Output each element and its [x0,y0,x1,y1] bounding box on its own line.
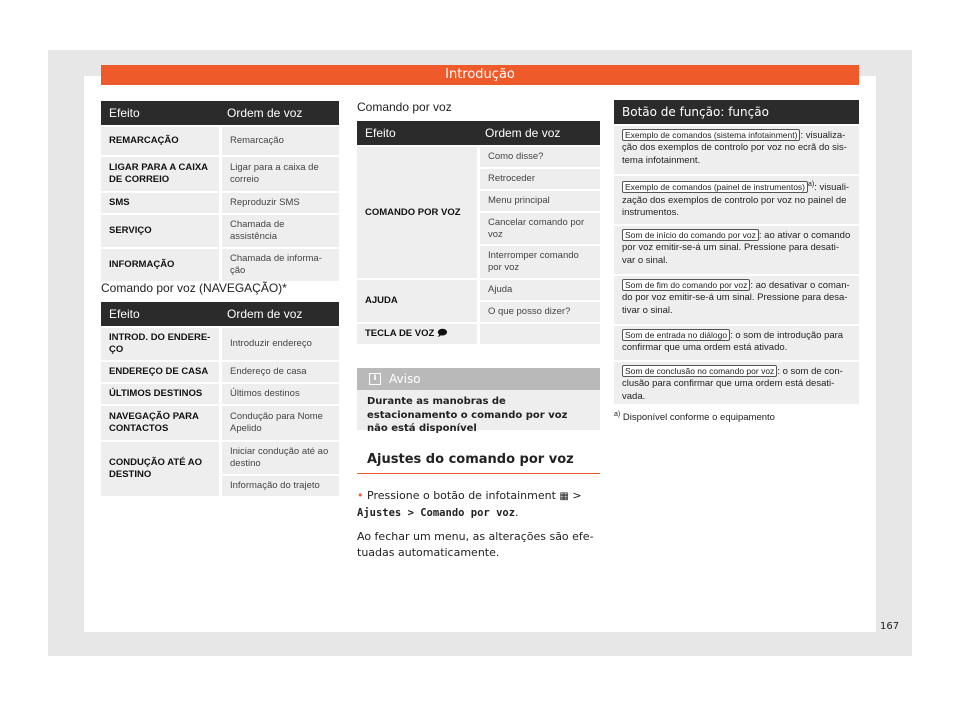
effect-cell: INTROD. DO ENDERE-ÇO [101,328,219,360]
col-command-header: Ordem de voz [219,302,339,326]
separator: > [568,489,582,502]
command-cell: Chamada de assistência [219,215,339,247]
command-cell: Como disse? [477,147,600,167]
table-row [101,249,339,281]
function-item [614,326,859,360]
table-row [101,406,339,440]
command-cell: O que posso dizer? [477,302,600,322]
table-row [101,442,339,474]
instruction-text: Pressione o botão de infotainment [367,489,556,502]
function-button-label: Exemplo de comandos (sistema infotainment) [622,129,800,141]
menu-key-icon: ▦ [559,491,569,502]
command-cell [477,324,600,344]
footnote-mark: a) [614,411,621,418]
command-cell: Últimos destinos [219,384,339,404]
function-button-label: Som de fim do comando por voz [622,279,750,291]
function-button-label: Exemplo de comandos (painel de instrumentos) [622,181,808,193]
function-item [614,276,859,324]
voice-key-icon: 🗩 [436,327,448,339]
table-row [101,215,339,247]
effect-cell: NAVEGAÇÃO PARA CONTACTOS [101,406,219,440]
command-cell: Condução para Nome Apelido [219,406,339,440]
command-cell: Ligar para a caixa de correio [219,157,339,191]
table-row [101,328,339,360]
effect-cell: SMS [101,193,219,213]
effect-cell: ENDEREÇO DE CASA [101,362,219,382]
function-table-header: Botão de função: função [614,100,859,124]
footnote-text: Disponível conforme o equipamento [622,412,775,424]
notice-header [357,368,600,390]
command-cell: Cancelar comando por voz [477,213,600,245]
page-number: 167 [880,621,900,632]
chapter-header: Introdução [101,65,859,85]
voice-commands-table-phone [101,99,339,283]
period: . [515,505,519,519]
function-item [614,226,859,274]
command-cell: Interromper comando por voz [477,246,600,278]
effect-cell [357,324,477,344]
voice-commands-table-navigation [101,300,339,498]
info-icon: i [369,373,381,385]
table-row [101,127,339,155]
function-description: : ao desativar o coman-do por voz emitir-se-á um sinal. Pressione para desa-tivar o sinal. [622,280,850,316]
section-title-navigation: Comando por voz (NAVEGAÇÃO)* [101,281,287,295]
table-row [101,362,339,382]
table-row [357,147,600,167]
command-cell: Informação do trajeto [219,476,339,496]
command-cell: Remarcação [219,127,339,155]
note-paragraph: Ao fechar um menu, as alterações são efe-tuadas automaticamente. [357,530,594,559]
command-cell: Reproduzir SMS [219,193,339,213]
table-header-row [101,101,339,125]
function-button-label: Som de início do comando por voz [622,229,759,241]
bullet-icon: • [357,489,364,502]
table-row [357,280,600,300]
table-row [101,193,339,213]
section-title-voice: Comando por voz [357,100,452,114]
notice-title: Aviso [389,372,421,386]
command-cell: Introduzir endereço [219,328,339,360]
effect-cell: REMARCAÇÃO [101,127,219,155]
table-row [357,324,600,344]
command-cell: Ajuda [477,280,600,300]
menu-path: Ajustes > Comando por voz [357,506,516,519]
col-command-header: Ordem de voz [219,101,339,125]
col-command-header: Ordem de voz [477,121,600,145]
table-row [101,157,339,191]
effect-cell: COMANDO POR VOZ [357,147,477,278]
effect-cell: SERVIÇO [101,215,219,247]
footnote-ref: a) [808,181,815,188]
function-button-label: Som de conclusão no comando por voz [622,365,777,377]
col-effect-header: Efeito [357,121,477,145]
command-cell: Retroceder [477,169,600,189]
function-item [614,176,859,224]
table-header-row [357,121,600,145]
effect-cell: AJUDA [357,280,477,322]
footnote [614,411,775,423]
table-header-row [101,302,339,326]
command-cell: Menu principal [477,191,600,211]
function-item [614,362,859,404]
effect-label: TECLA DE VOZ [365,327,435,339]
function-item [614,126,859,174]
section-heading: Ajustes do comando por voz [357,452,600,474]
command-cell: Chamada de informa-ção [219,249,339,281]
function-description: : ao ativar o comando por voz emitir-se-á um sinal. Pressione para desati-var o sinal. [622,230,851,266]
table-row [101,384,339,404]
col-effect-header: Efeito [101,302,219,326]
effect-cell: CONDUÇÃO ATÉ AO DESTINO [101,442,219,496]
function-description: : visualiza-ção dos exemplos de controlo por voz no ecrã do sis-tema infotainment. [622,130,847,166]
col-effect-header: Efeito [101,101,219,125]
function-description: : o som de con-clusão para confirmar que uma ordem está desati-vada. [622,366,843,402]
instruction-paragraph [357,488,600,521]
notice-body: Durante as manobras de estacionamento o comando por voz não está disponível [367,396,568,434]
effect-cell: ÚLTIMOS DESTINOS [101,384,219,404]
function-description: : o som de introdução para confirmar que uma ordem está ativado. [622,330,844,354]
command-cell: Iniciar condução até ao destino [219,442,339,474]
effect-cell: INFORMAÇÃO [101,249,219,281]
function-description: : visuali-zação dos exemplos de controlo por voz no painel de instrumentos. [622,182,850,218]
command-cell: Endereço de casa [219,362,339,382]
voice-commands-table-general [357,119,600,346]
function-button-label: Som de entrada no diálogo [622,329,730,341]
notice-box [357,368,600,434]
effect-cell: LIGAR PARA A CAIXA DE CORREIO [101,157,219,191]
